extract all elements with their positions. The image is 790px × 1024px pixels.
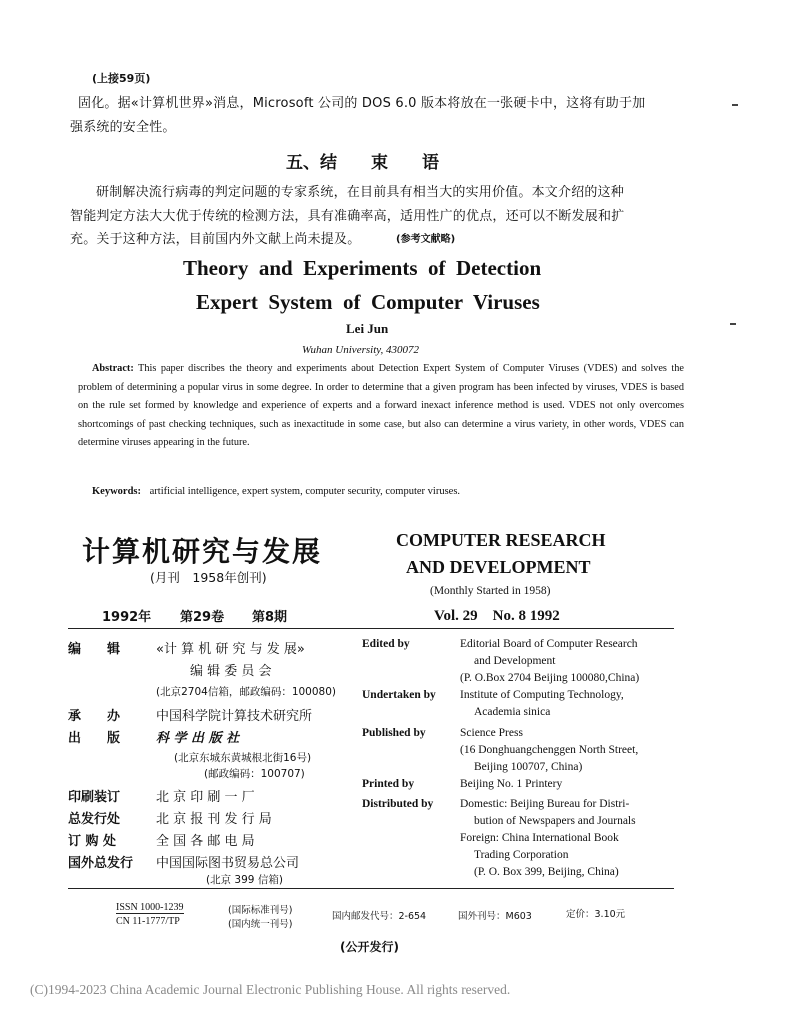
margin-mark: [730, 323, 736, 325]
info-en-label-published: Published by: [362, 727, 426, 739]
info-cn-label-distributor: 总发行处: [68, 812, 121, 827]
cn-number: CN 11-1777/TP: [116, 916, 180, 927]
info-cn-publisher-line-2: (北京东城东黄城根北街16号): [174, 752, 312, 764]
abstract-text: This paper discribes the theory and experiments about Detection Expert System of Computer Viruses (VDES) and solves the problem of determining a popular virus in some degree. In order to determine that a given program has been infected by viruses, VDES is based on the rule set formed by knowledge and experience of experts and a forward inexact inference method is used. VDES not only overcomes shortcomings of past checking techniques, such as inexactitude in some case, but also can determine a virus variety, in other words, VDES can determine viruses appearing in the future.: [78, 363, 684, 449]
continued-from-note: (上接59页): [92, 72, 151, 85]
info-cn-editor-line-2: 编 辑 委 员 会: [190, 664, 272, 679]
info-en-label-printed: Printed by: [362, 778, 415, 790]
info-cn-foreign-line-1: 中国国际图书贸易总公司: [156, 856, 300, 871]
journal-subtitle-en: (Monthly Started in 1958): [430, 585, 551, 597]
intro-line-1: 固化。据«计算机世界»消息，Microsoft 公司的 DOS 6.0 版本将放在一张硬卡中，这将有助于加: [78, 96, 646, 111]
info-en-published-line-1: Science Press: [460, 727, 523, 739]
info-cn-foreign-line-2: (北京 399 信箱): [206, 874, 283, 886]
info-cn-publisher-line-3: (邮政编码：100707): [204, 768, 305, 780]
public-issue-note: (公开发行): [340, 940, 399, 954]
info-en-published-line-2: (16 Donghuangchenggen North Street,: [460, 744, 639, 756]
std-label-domestic: (国内统一刊号): [228, 919, 293, 930]
intro-line-2: 强系统的安全性。: [70, 120, 176, 135]
domestic-postal-code: 国内邮发代号：2-654: [332, 911, 427, 922]
affiliation: Wuhan University, 430072: [302, 344, 420, 356]
issue-year: 1992年: [102, 610, 152, 625]
keywords-label: Keywords:: [92, 486, 141, 497]
info-cn-label-editor: 编 辑: [68, 642, 121, 657]
info-cn-label-subscription: 订 购 处: [68, 834, 117, 849]
info-cn-label-printer: 印刷装订: [68, 790, 121, 805]
masthead-top-rule: [68, 628, 674, 629]
journal-subtitle-cn: (月刊 1958年创刊): [150, 570, 267, 585]
info-en-label-undertaken: Undertaken by: [362, 689, 436, 701]
info-en-distributed-line-2: bution of Newspapers and Journals: [474, 815, 636, 827]
info-cn-undertaker-line-1: 中国科学院计算技术研究所: [156, 709, 313, 724]
info-en-distributed-line-5: (P. O. Box 399, Beijing, China): [474, 866, 619, 878]
english-title-line-2: Expert System of Computer Viruses: [196, 290, 540, 314]
keywords: [78, 486, 460, 497]
info-en-edited-line-2: and Development: [474, 655, 556, 667]
masthead-bottom-rule: [68, 888, 674, 889]
info-cn-printer-line-1: 北 京 印 刷 一 厂: [156, 790, 255, 805]
info-en-undertaken-line-1: Institute of Computing Technology,: [460, 689, 624, 701]
copyright-footer: (C)1994-2023 China Academic Journal Electronic Publishing House. All rights reserved.: [30, 982, 511, 997]
price: 定价：3.10元: [566, 909, 626, 920]
abstract: [78, 360, 684, 453]
issue-en: Vol. 29 No. 8 1992: [434, 608, 560, 624]
info-en-edited-line-1: Editorial Board of Computer Research: [460, 638, 638, 650]
issn: ISSN 1000-1239: [116, 902, 184, 913]
info-en-printed-line-1: Beijing No. 1 Printery: [460, 778, 563, 790]
info-en-published-line-3: Beijing 100707, China): [474, 761, 583, 773]
std-label-international: (国际标准刊号): [228, 905, 293, 916]
info-cn-editor-line-3: (北京2704信箱，邮政编码：100080): [156, 686, 336, 698]
conclusion-line-2: 智能判定方法大大优于传统的检测方法，具有准确率高，适用性广的优点，还可以不断发展和扩: [70, 209, 625, 224]
info-cn-label-foreign: 国外总发行: [68, 856, 134, 871]
info-en-edited-line-3: (P. O.Box 2704 Beijing 100080,China): [460, 672, 640, 684]
info-cn-publisher-line-1: 科 学 出 版 社: [156, 731, 240, 746]
info-en-undertaken-line-2: Academia sinica: [474, 706, 551, 718]
issue-number: 第8期: [252, 610, 288, 625]
info-cn-label-undertaker: 承 办: [68, 709, 121, 724]
conclusion-line-3: 充。关于这种方法，目前国内外文献上尚未提及。: [70, 232, 361, 247]
info-cn-editor-line-1: «计 算 机 研 究 与 发 展»: [156, 642, 305, 657]
issue-volume: 第29卷: [180, 610, 225, 625]
info-en-label-edited: Edited by: [362, 638, 410, 650]
english-title-line-1: Theory and Experiments of Detection: [183, 256, 542, 280]
journal-title-en-2: AND DEVELOPMENT: [406, 557, 591, 577]
info-cn-label-publisher: 出 版: [68, 731, 121, 746]
info-cn-distributor-line-1: 北 京 报 刊 发 行 局: [156, 812, 272, 827]
foreign-code: 国外刊号：M603: [458, 911, 532, 922]
info-en-distributed-line-3: Foreign: China International Book: [460, 832, 619, 844]
info-en-distributed-line-1: Domestic: Beijing Bureau for Distri-: [460, 798, 630, 810]
journal-title-en-1: COMPUTER RESEARCH: [396, 530, 606, 550]
margin-mark: [732, 104, 738, 106]
references-note: (参考文献略): [396, 234, 456, 245]
info-cn-subscription-line-1: 全 国 各 邮 电 局: [156, 834, 255, 849]
conclusion-line-1: 研制解决流行病毒的判定问题的专家系统，在目前具有相当大的实用价值。本文介绍的这种: [96, 185, 625, 200]
section-heading: 五、结 束 语: [286, 153, 439, 173]
info-en-distributed-line-4: Trading Corporation: [474, 849, 569, 861]
journal-title-cn: 计算机研究与发展: [82, 535, 323, 568]
keywords-text: artificial intelligence, expert system, computer security, computer viruses.: [149, 486, 461, 497]
info-en-label-distributed: Distributed by: [362, 798, 434, 810]
author: Lei Jun: [346, 321, 389, 336]
abstract-label: Abstract:: [92, 363, 134, 374]
